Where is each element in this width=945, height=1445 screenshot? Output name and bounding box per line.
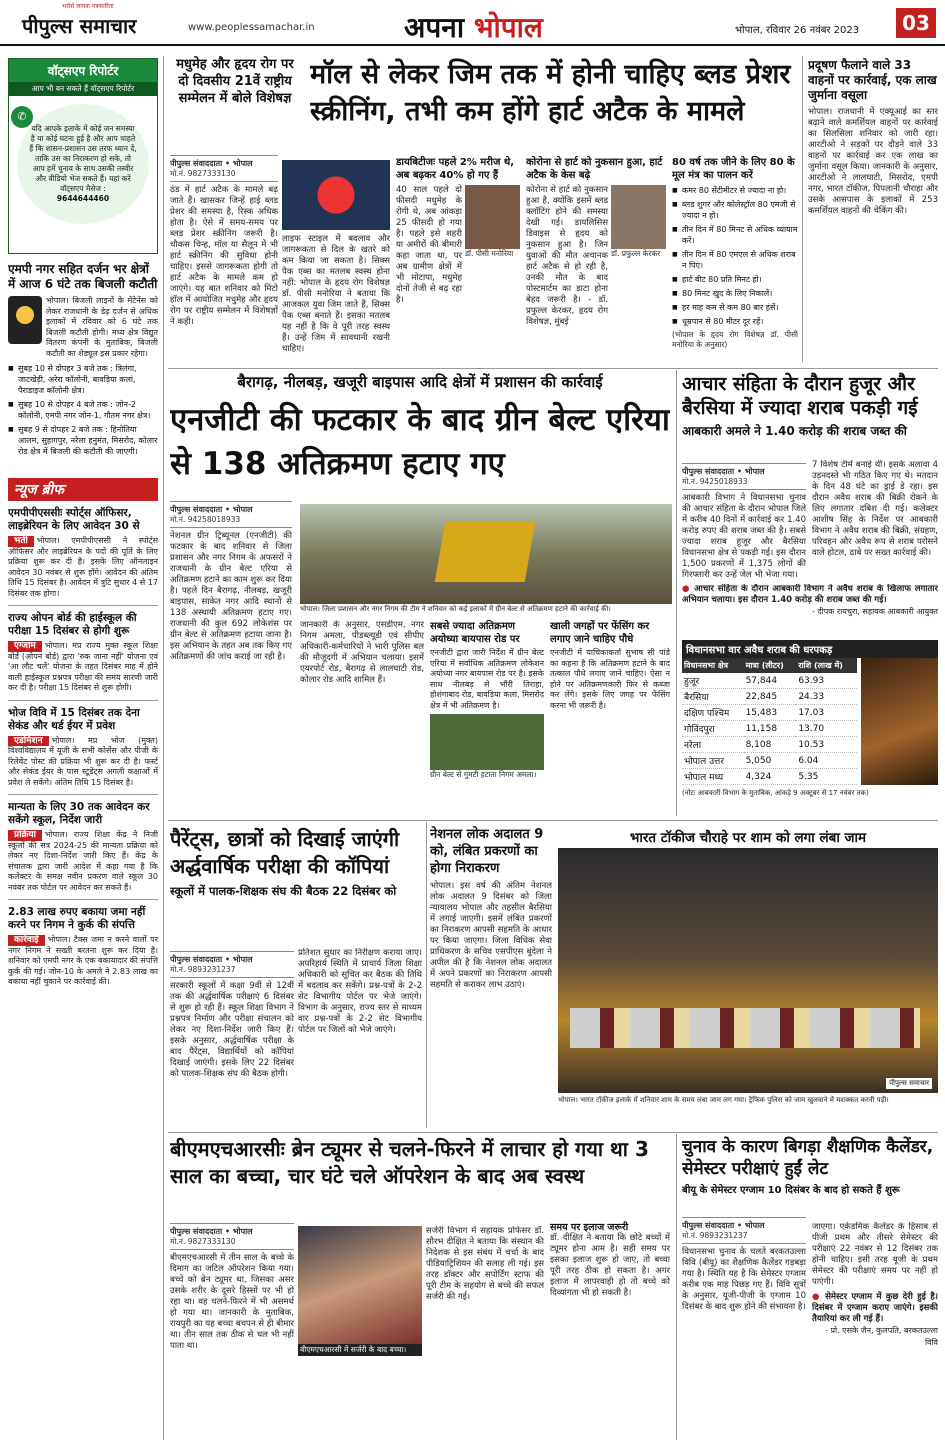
brief-headline: भोज विवि में 15 दिसंबर तक देना सेकंड और थर्ड ईयर में प्रवेश	[8, 706, 140, 732]
brief-body: भोपाल। एमपीपीएससी ने स्पोर्ट्स ऑफिसर और लाइब्रेरियन के पदों की पूर्ति के लिए प्रक्रिया शुरू कर दी है। इसके लिए ऑनलाइन आवेदन 30 नवंबर से शुरू होंगे। आवेदन की अंतिम तिथि 15 दिसंबर है। आवेदन में त्रुटि सुधार 4 से 17 दिसंबर तक होगा।	[8, 536, 158, 598]
brain-col3	[426, 1226, 544, 1440]
byline: पीपुल्स संवाददाता • भोपाल मो.नं. 9827333130	[170, 155, 278, 182]
masthead	[0, 0, 945, 46]
article-body: विधानसभा चुनाव के चलते बरकतउल्ला विवि (बीयू) का शैक्षणिक कैलेंडर गड़बड़ा गया है। स्थिति यह है कि सेमेस्टर एग्जाम करीब एक माह पिछड़ गए हैं। विवि सूत्रों के अनुसार, यूजी-पीजी के एग्जाम 10 दिसंबर के बाद शुरू होने की संभावना है।	[682, 1247, 806, 1312]
ngt-headline: एनजीटी की फटकार के बाद ग्रीन बेल्ट एरिया से 138 अतिक्रमण हटाए गए	[170, 402, 670, 482]
table-row: गोविंदपुरा 11,158 13.70	[682, 721, 857, 737]
ngt-small-photo	[430, 714, 544, 770]
list-item: ■ कमर 80 सेंटीमीटर से ज्यादा ना हो।	[672, 185, 798, 196]
child-photo	[298, 1226, 422, 1344]
column-header: राशि (लाख में)	[796, 658, 857, 673]
brief-tag: भर्ती	[8, 536, 34, 547]
whatsapp-reporter-box	[8, 58, 158, 254]
heart-graphic	[282, 160, 390, 230]
photo-caption: भोपाल। भारत टॉकीज इलाके में शनिवार शाम के समय लंबा जाम लग गया। ट्रैफिक पुलिस को जाम खुलवाने में मशक्कत करनी पड़ी।	[558, 1095, 938, 1105]
subhead: सबसे ज्यादा अतिक्रमण अयोध्या बायपास रोड पर	[430, 621, 520, 645]
pollution-article	[808, 58, 938, 364]
brain-col4	[550, 1220, 670, 1440]
byline: पीपुल्स संवाददाता • भोपाल मो.नं. 9893231237	[170, 951, 294, 978]
section-title: अपना भोपाल	[404, 11, 543, 44]
subhead: कोरोना से हार्ट को नुकसान हुआ, हार्ट अटैक के केस बढ़े	[526, 157, 663, 181]
brief-headline: एमपीपीएससीः स्पोर्ट्स ऑफिसर, लाइब्रेरियन के लिए आवेदन 30 से	[8, 507, 140, 532]
tips-list	[672, 185, 798, 327]
list-item: ■ सुबह 10 से दोपहर 4 बजे तक : जोन-2 कॉलोनी, एमपी नगर जोन-1, गौतम नगर क्षेत्र।	[8, 399, 158, 421]
copies-col1	[170, 948, 294, 1128]
brain-col1	[170, 1220, 294, 1440]
pollution-headline: प्रदूषण फैलाने वाले 33 वाहनों पर कार्रवाई, एक लाख जुर्माना वसूला	[808, 58, 937, 102]
phone-icon: ✆	[11, 106, 33, 128]
article-body: 40 साल पहले दो फीसदी मधुमेह के रोगी थे, अब आंकड़ा 25 फीसदी हो गया है। पहले इसे शहरी या अमीरों की बीमारी कहा जाता था, पर अब ग्रामीण क्षेत्रों में भी मोटापा, मधुमेह दोनों तेजी से बढ़ रहा है।	[396, 185, 462, 305]
list-item: ■ हार्ट बीट 80 प्रति मिनट हो।	[672, 274, 798, 285]
article-body: कोरोना से हार्ट को नुकसान हुआ है, क्योंकि इसमें ब्लड क्लॉटिंग होने की समस्या देखी गई। डायलिसिस डिवाइस से हृदय को नुकसान हुआ है। जिन युवाओं की मौत अचानक हार्ट अटैक से हो रही है, उनकी मौत के बाद पोस्टमार्टम का डाटा होना बेहद जरूरी है। - डॉ. प्रफुल्ल केरकर, हृदय रोग विशेषज्ञ, मुंबई	[526, 185, 608, 327]
whisky-glass-photo	[861, 658, 938, 785]
calendar-col2	[812, 1222, 938, 1440]
brief-headline: मान्यता के लिए 30 तक आवेदन कर सकेंगे स्कूल, निर्देश जारी	[8, 801, 150, 826]
liquor-table	[682, 640, 938, 816]
brief-item	[8, 801, 158, 893]
page-number: 03	[896, 8, 936, 38]
callout-signature: - दीपक रायचुरा, सहायक आबकारी आयुक्त	[811, 607, 938, 616]
subhead: समय पर इलाज जरूरी	[550, 1222, 629, 1233]
article-body: लाइफ स्टाइल में बदलाव और जागरूकता से दिल के खतरे को कम किया जा सकता है। सिक्स पैक एब्स का मतलब स्वस्थ होना नहीं: भोपाल के हृदय रोग विशेषज्ञ डॉ. पीसी मनोरिया ने बताया कि आजकल युवा जिम जाते हैं, सिक्स पैक एब्स बनाते हैं। इसका मतलब यह नहीं है कि वे पूरी तरह स्वस्थ हैं। उन्हें जिम में सावधानी रखनी चाहिए।	[282, 234, 390, 354]
ngt-col1	[170, 498, 292, 816]
table-row: भोपाल उत्तर 5,050 6.04	[682, 753, 857, 769]
article-body: आबकारी विभाग ने विधानसभा चुनाव की आचार संहिता के दौरान भोपाल जिले में करीब 40 दिनों में कार्रवाई कर 1.40 करोड़ रुपए की शराब जब्त की है। सबसे ज्यादा शराब हुजूर और बैरसिया विधानसभा क्षेत्र से पकड़ी गई। इस दौरान 1,500 प्रकरणों में 1,375 लोगों की गिरफ्तारी कर उन्हें जेल भी भेजा गया।	[682, 493, 806, 580]
diabetes-main-headline-box	[310, 56, 795, 152]
ngt-photo	[300, 504, 672, 616]
photo-credit: पीपुल्स समाचार	[886, 1078, 932, 1089]
diabetes-kicker	[170, 56, 300, 156]
diabetes-col4	[526, 156, 666, 364]
bulb-icon	[8, 296, 42, 344]
article-body: बीएमएचआरसी में तीन साल के बच्चे के दिमाग का जटिल ऑपरेशन किया गया। बच्चे को ब्रेन ट्यूमर था, जिसका असर उसके शरीर के दूसरे हिस्सों पर भी हो रहा था। वह चलने-फिरने में भी असमर्थ हो गया था। जानकारी के मुताबिक, रायपुरी का यह बच्चा बचपन से ही बीमार था। तीन साल तक ठीक से चल भी नहीं पाता था।	[170, 1253, 294, 1351]
photo-caption: डॉ. प्रफुल्ल केरकर	[611, 249, 666, 259]
power-cut-body: भोपाल। बिजली लाइनों के मेंटेनेंस को लेकर राजधानी के डेढ़ दर्जन से अधिक इलाकों में रविवार को 6 घंटे तक बिजली कटौती होगी। मध्य क्षेत्र विद्युत वितरण कंपनी के मुताबिक, बिजली कटौती का शेड्यूल इस प्रकार रहेगा।	[46, 296, 158, 358]
list-item: ■ सुबह 10 से दोपहर 3 बजे तक : त्रिलंगा, जाटखेड़ी, अरेरा कॉलोनी, बावड़िया कलां, पैराडाइज कॉलोनी क्षेत्र।	[8, 363, 158, 396]
copies-deck: स्कूलों में पालक-शिक्षक संघ की बैठक 22 दिसंबर को	[170, 884, 397, 898]
table-row: नरेला 8,108 10.53	[682, 737, 857, 753]
article-body: ठंड में हार्ट अटैक के मामले बढ़ जाते हैं। खासकर जिन्हें हाई ब्लड प्रेशर की समस्या है, रिस्क अधिक होता है। ऐसे में समय-समय पर ब्लड प्रेशर स्क्रीनिंग जरूरी है। चौकस चिन्ह, मॉल या सैलून में भी हार्ट स्क्रीनिंग की सुविधा होनी चाहिए। इससे जागरूकता होगी तो हार्ट अटैक के मामले कम हो जाएंगे। यह बात शनिवार को मिंटो हॉल में आयोजित मधुमेह और हृदय रोग पर राष्ट्रीय सम्मेलन में विशेषज्ञों ने कही।	[170, 185, 278, 327]
brief-tag: एग्जाम	[8, 641, 42, 652]
power-cut-article	[8, 262, 158, 468]
list-item: ■ धूम्रपान से 80 मीटर दूर रहें।	[672, 316, 798, 327]
brain-photo-box	[298, 1226, 422, 1440]
table-note: (नोटः आबकारी विभाग के मुताबिक, आंकड़े 9 अक्टूबर से 17 नवंबर तक)	[682, 789, 869, 797]
table-row: भोपाल मध्य 4,324 5.35	[682, 769, 857, 785]
brief-item	[8, 906, 158, 988]
article-body: नेशनल ग्रीन ट्रिब्यूनल (एनजीटी) की फटकार के बाद शनिवार से जिला प्रशासन और नगर निगम के अफसरों ने राजधानी के ग्रीन बेल्ट एरिया से अतिक्रमण हटाने का काम शुरू कर दिया है। पहले दिन बैरागढ़, नीलबड़, खजूरी बाइपास, साकेत नगर आदि स्थानों से 138 अस्थायी अतिक्रमण हटाए गए। राजधानी की कुल 692 लोकेशंस पर ग्रीन बेल्ट से अतिक्रमण हटाया जाना है। इस अभियान के तहत अब तक किए गए अतिक्रमणों की जांच कराई जा रही है।	[170, 531, 292, 662]
article-body: भोपाल। इस वर्ष की अंतिम नेशनल लोक अदालत 9 दिसंबर को जिला न्यायालय भोपाल और तहसील बैरसिया में लगाई जाएगी। इसमें लंबित प्रकरणों का निराकरण आपसी सहमति के आधार पर किया जाएगा। जिला विधिक सेवा प्राधिकरण के सचिव एसपीएस बुंदेला ने अपील की है कि नेशनल लोक अदालत में अपने प्रकरणों का निराकरण आपसी सहमति से कराकर लाभ उठाएं।	[430, 881, 552, 990]
liquor-deck: आबकारी अमले ने 1.40 करोड़ की शराब जब्त की	[682, 424, 907, 438]
calendar-col1	[682, 1214, 806, 1440]
article-body: सरकारी स्कूलों में कक्षा 9वीं से 12वीं तक की अर्द्धवार्षिक परीक्षाएं 6 दिसंबर से शुरू हो रही हैं। स्कूल शिक्षा विभाग ने प्रश्नपत्र निर्माण और परीक्षा संचालन को लेकर नए दिशा-निर्देश जारी किए हैं। इसके अनुसार, अर्द्धवार्षिक परीक्षा के बाद पैरेंट्स, विद्यार्थियों को कॉपियां दिखाई जाएंगी। इसके लिए 22 दिसंबर को पालक-शिक्षक संघ की बैठक होगी।	[170, 981, 294, 1079]
copies-headline: पैरेंट्स, छात्रों को दिखाई जाएंगी अर्द्धवार्षिक परीक्षा की कॉपियां	[170, 827, 400, 878]
lok-adalat-article	[430, 826, 552, 1128]
photo-caption: ग्रीन बेल्ट से गुमटी हटाता निगम अमला।	[430, 770, 544, 780]
column-header: मात्रा (लीटर)	[744, 658, 797, 673]
byline: पीपुल्स संवाददाता • भोपाल मो.नं. 94258018933	[170, 501, 292, 528]
excavator	[435, 522, 536, 582]
table-row: बैरसिया 22,845 24.33	[682, 689, 857, 705]
subhead: 80 वर्ष तक जीने के लिए 80 के मूल मंत्र का पालन करें	[672, 157, 795, 181]
calendar-headline: चुनाव के कारण बिगड़ा शैक्षणिक कैलेंडर, सेमेस्टर परीक्षाएं हुईं लेट	[682, 1137, 934, 1179]
article-body: एनजीटी में याचिकाकर्ता सुभाष सी पांडे का कहना है कि अतिक्रमण हटाने के बाद तत्काल पौधे लगाए जाने चाहिए। ऐसा न होने पर अतिक्रमणकारी फिर से कब्जा कर लेंगे। इसके लिए जगह पर फेंसिंग करना भी जरूरी है।	[550, 648, 670, 710]
list-item: ■ हर माह कम से कम 80 बार हंसें।	[672, 302, 798, 313]
ngt-headline-box	[170, 398, 670, 496]
byline: पीपुल्स संवाददाता • भोपाल मो.नं. 9425018933	[682, 463, 806, 490]
liquor-headline: आचार संहिता के दौरान हुजूर और बैरसिया में ज्यादा शराब पकड़ी गई	[682, 373, 918, 419]
table-row: हुजूर 57,844 63.93	[682, 673, 857, 689]
photo-caption: भोपाल। जिला प्रशासन और नगर निगम की टीम ने शनिवार को कई इलाकों में ग्रीन बेल्ट से अतिक्रमण हटाने की कार्रवाई की।	[300, 604, 672, 614]
brief-item	[8, 507, 158, 599]
brief-tag: प्रक्रिया	[8, 830, 42, 841]
power-cut-schedule	[8, 363, 158, 457]
callout-text: ● आचार संहिता के दौरान आबकारी विभाग ने अवैध शराब के खिलाफ लगातार अभियान चलाया। इस दौरान 1.40 करोड़ की शराब जब्त की गई।	[682, 584, 938, 605]
list-item: ■ तीन दिन में 80 एमएल से अधिक शराब न पिएं।	[672, 249, 798, 271]
brief-item	[8, 612, 158, 694]
traffic-photo-box	[558, 826, 938, 1128]
list-item: ■ तीन दिन में 80 मिनट से अधिक व्यायाम करें।	[672, 224, 798, 246]
article-body: भोपाल। राजधानी में एक्यूआई का स्तर बढ़ाने वाले कमर्शियल वाहनों पर कार्रवाई का सिलसिला शनिवार को जारी रहा। आरटीओ ने सड़कों पर दौड़ने वाले 33 वाहनों पर कार्रवाई कर एक लाख का जुर्माना वसूल किया। जानकारी के अनुसार, आरटीओ ने लालघाटी, मिसरोद, एमपी नगर, भारत टॉकीज, पिपलानी चौराहा और उसके आसपास के इलाकों में 253 कमर्शियल वाहनों की चेकिंग की।	[808, 107, 938, 216]
subhead: खाली जगहों पर फेंसिंग कर लगाए जाने चाहिए पौधे	[550, 621, 650, 645]
diabetes-col3	[396, 156, 520, 364]
tips-footer: (भोपाल के हृदय रोग विशेषज्ञ डॉ. पीसी मनोरिया के अनुसार)	[672, 330, 798, 349]
brief-headline: राज्य ओपन बोर्ड की हाईस्कूल की परीक्षा 15 दिसंबर से होगी शुरू	[8, 612, 137, 637]
newspaper-logo: भरोसे लायक पत्रकारिता पीपुल्स समाचार	[22, 3, 137, 38]
news-brief	[8, 478, 158, 1438]
traffic-title: भारत टॉकीज चौराहे पर शाम को लगा लंबा जाम	[629, 830, 867, 846]
whatsapp-number[interactable]: 9644644460	[56, 194, 110, 203]
ngt-col2	[300, 620, 424, 816]
list-item: ■ ब्लड शुगर और कोलेस्ट्रॉल 80 एमजी से ज्यादा न हो।	[672, 199, 798, 221]
callout-text: ● सेमेस्टर एग्जाम में कुछ देरी हुई है। दिसंबर में एग्जाम कराए जाएंगे। इसकी तैयारियां कर ली गई हैं।	[812, 1292, 938, 1324]
brief-tag: एडमिशन	[8, 736, 49, 747]
diabetes-col1	[170, 152, 278, 364]
photo-caption: डॉ. पीसी मनोरिया	[465, 249, 520, 259]
brief-body: भोपाल। राज्य शिक्षा केंद्र ने निजी स्कूलों की सत्र 2024-25 की मान्यता प्रक्रिया को लेकर नए दिशा-निर्देश जारी किए हैं। केंद्र के संचालक द्वारा जारी आदेश में कहा गया है कि कलेक्टर के समक्ष नवीन प्रकरण वाले स्कूल 30 नवंबर तक पोर्टल पर आवेदन कर सकते हैं।	[8, 830, 158, 892]
lok-adalat-headline: नेशनल लोक अदालत 9 को, लंबित प्रकरणों का होगा निराकरण	[430, 827, 544, 876]
calendar-deck: बीयू के सेमेस्टर एग्जाम 10 दिसंबर के बाद हो सकते हैं शुरू	[682, 1185, 900, 1196]
doctor-photo	[611, 185, 666, 249]
list-item: ■ 80 मिनट खुद के लिए निकालें।	[672, 288, 798, 299]
copies-col2	[298, 948, 422, 1128]
website-link[interactable]: www.peoplessamachar.in	[188, 22, 315, 33]
article-body: प्रतिशत सुधार का निरीक्षण कराया जाए। अपरिहार्य स्थिति में प्राचार्य जिला शिक्षा अधिकारी को सूचित कर बैठक की तिथि में बदलाव कर सकेंगे। प्रश्न-पत्रों के 2-2 सेट विभागीय पोर्टल पर भेजे जाएंगे। विभाग के अनुसार, राज्य स्तर से माध्यम वार प्रश्न-पत्रों के 2-2 सेट विभागीय पोर्टल पर जिलों को भेजे जाएंगे।	[298, 948, 422, 1035]
brief-tag: कार्रवाई	[8, 935, 45, 946]
liquor-headline-box	[682, 372, 938, 456]
diabetes-main-headline: मॉल से लेकर जिम तक में होनी चाहिए ब्लड प्रेशर स्क्रीनिंग, तभी कम होंगे हार्ट अटैक के मामले	[310, 59, 791, 127]
table-row: दक्षिण पश्चिम 15,483 17.03	[682, 705, 857, 721]
callout-signature: - प्रो. एसके जैन, कुलपति, बरकतउल्ला विवि	[825, 1326, 938, 1347]
brief-headline: 2.83 लाख रुपए बकाया जमा नहीं करने पर निगम ने कुर्क की संपत्ति	[8, 906, 146, 931]
doctor-photo	[465, 185, 520, 249]
calendar-headline-box	[682, 1136, 938, 1214]
news-brief-label: न्यूज ब्रीफ	[8, 478, 158, 501]
ngt-side2	[550, 620, 670, 816]
seizure-table	[682, 658, 857, 785]
brief-body: भोपाल। मप्र भोज (मुक्त) विश्वविद्यालय में यूजी के सभी कोर्सेस और पीजी के रिलेवेंट पोस्ट की प्रक्रिया भी शुरू कर दी है। फर्स्ट और सेकंड ईयर के पास स्टूडेंट्स अगली कक्षाओं में प्रवेश ले सकेंगे। अंतिम तिथि 15 दिसंबर है।	[8, 735, 158, 787]
vehicle-row	[570, 1008, 920, 1048]
dateline: भोपाल, रविवार 26 नवंबर 2023	[735, 25, 860, 36]
photo-caption: बीएमएचआरसी में सर्जरी के बाद बच्चा।	[298, 1344, 422, 1356]
byline: पीपुल्स संवाददाता • भोपाल मो.नं. 9827333130	[170, 1223, 294, 1250]
whatsapp-title: वॉट्सएप रिपोर्टर	[9, 59, 157, 82]
article-body: एनजीटी द्वारा जारी निर्देश में ग्रीन बेल्ट एरिया में सर्वाधिक अतिक्रमण लोकेशन अयोध्या नगर बायपास रोड पर है। इसके साथ नीलबड़ से भौंरी तिराहा, होशंगाबाद रोड, बावड़िया कलां, मिसरोद क्षेत्र में भी अतिक्रमण है।	[430, 648, 544, 710]
subhead: डायबिटीजः पहले 2% मरीज थे, अब बढ़कर 40% हो गए हैं	[396, 157, 515, 181]
table-title: विधानसभा वार अवैध शराब की धरपकड़	[682, 640, 938, 658]
article-body: डॉ. दीक्षित ने बताया कि छोटे बच्चों में ट्यूमर होना आम है। सही समय पर इसका इलाज शुरू हो जाए, तो बच्चा पूरी तरह ठीक हो सकता है। अगर इलाज में लापरवाही हो तो बच्चे को दिव्यांगता भी हो सकती है।	[550, 1233, 670, 1298]
brief-item	[8, 707, 158, 789]
diabetes-col2	[282, 160, 390, 364]
liquor-callout	[682, 584, 938, 634]
article-body: जाएगा। एकेडमिक कैलेंडर के हिसाब से पीजी प्रथम और तीसरे सेमेस्टर की परीक्षाएं 22 नवंबर से 12 दिसंबर तक होनी चाहिए। इसी तरह यूजी के प्रथम सेमेस्टर की परीक्षाएं समय पर नहीं हो पाएंगी।	[812, 1222, 938, 1287]
article-body: 7 विशेष टीमें बनाई थीं। इसके अलावा 4 उड़नदस्ते भी गठित किए गए थे। मतदान के दिन 48 घंटे का ड्राई डे रहा। इस दौरान अवैध शराब की बिक्री रोकने के लिए लगातार दबिश दी गई। कलेक्टर आशीष सिंह के निर्देश पर आबकारी विभाग ने अवैध शराब की बिक्री, संग्रहण, परिवहन और अवैध रूप से शराब परोसने वाले होटल, ढाबे पर सख्त कार्रवाई की।	[812, 460, 938, 558]
brain-headline: बीएमएचआरसीः ब्रेन ट्यूमर से चलने-फिरने में लाचार हो गया था 3 साल का बच्चा, चार घंटे चले ऑपरेशन के बाद अब स्वस्थ	[170, 1137, 649, 1188]
brief-body: भोपाल। मप्र राज्य मुक्त स्कूल शिक्षा बोर्ड (ओपन बोर्ड) द्वारा 'रुक जाना नहीं' योजना एवं 'आ लौट चलें' योजना के तहत दिसंबर माह में होने वाली हाईस्कूल प्रश्नपत्र परीक्षा की समय सारणी जारी कर दी है। परीक्षा 15 दिसंबर से शुरू होगी।	[8, 641, 158, 692]
article-body: जानकारी के अनुसार, एसडीएम, नगर निगम अमला, पीडब्ल्यूडी एवं सीपीए अधिकारी-कर्मचारियों ने भारी पुलिस बल की मौजूदगी में अभियान चलाया। इसमें एयरपोर्ट रोड, बैरागढ़ से लालघाटी रोड, कोलार रोड आदि शामिल हैं।	[300, 620, 424, 685]
copies-headline-box	[170, 826, 420, 952]
diabetes-kicker-headline: मधुमेह और हृदय रोग पर दो दिवसीय 21वें राष्ट्रीय सम्मेलन में बोले विशेषज्ञ	[176, 57, 294, 106]
ngt-kicker: बैरागढ़, नीलबड़, खजूरी बाइपास आदि क्षेत्रों में प्रशासन की कार्रवाई	[237, 373, 603, 391]
power-cut-headline: एमपी नगर सहित दर्जन भर क्षेत्रों में आज 6 घंटे तक बिजली कटौती	[8, 262, 158, 291]
ngt-side1	[430, 620, 544, 816]
brain-headline-box	[170, 1136, 670, 1220]
whatsapp-subtitle: आप भी बन सकते हैं वॉट्सएप रिपोर्टर	[9, 82, 157, 96]
diabetes-tips	[672, 156, 798, 364]
article-body: सर्जरी विभाग में सहायक प्रोफेसर डॉ. सौरभ दीक्षित ने बताया कि संस्थान की निदेशक से इस संबंध में चर्चा के बाद पीडियाट्रिशियन की सलाह ली गई। इस तरह डॉक्टर और सपोर्टिंग स्टाफ की पूरी टीम के सहयोग से बच्चे की सफल सर्जरी की गई।	[426, 1226, 544, 1302]
whatsapp-bubble: ✆ यदि आपके इलाके में कोई जन समस्या है या कोई घटना हुई है और आप चाहते हैं कि शासन-प्रशासन उस तरफ ध्यान दें, ताकि उस का निराकरण हो सके, तो आप हमें चुनाव के साथ उसकी तस्वीर और वीडियो भेज सकते हैं। यहां करें वॉट्सएप मैसेज : 9644644460	[17, 104, 149, 224]
traffic-photo	[558, 848, 938, 1093]
list-item: ■ सुबह 9 से दोपहर 2 बजे तक : हिनोतिया आलम, सुहागपुर, नरेला हनुमंत, मिसरोद, कोलार रोड क्षेत्र में बिजली की कटौती की जाएगी।	[8, 424, 158, 457]
brief-body: भोपाल। टैक्स जमा न करने वालों पर नगर निगम ने सख्ती बरतना शुरू कर दिया है। शनिवार को एमपी नगर के एक बकायादार की संपत्ति कुर्क की गई। जोन-10 के अमले ने 2.83 लाख का बकाया नहीं चुकाने पर कार्रवाई की।	[8, 935, 158, 986]
byline: पीपुल्स संवाददाता • भोपाल मो.नं. 9893231237	[682, 1217, 806, 1244]
column-header: विधानसभा क्षेत्र	[682, 658, 744, 673]
